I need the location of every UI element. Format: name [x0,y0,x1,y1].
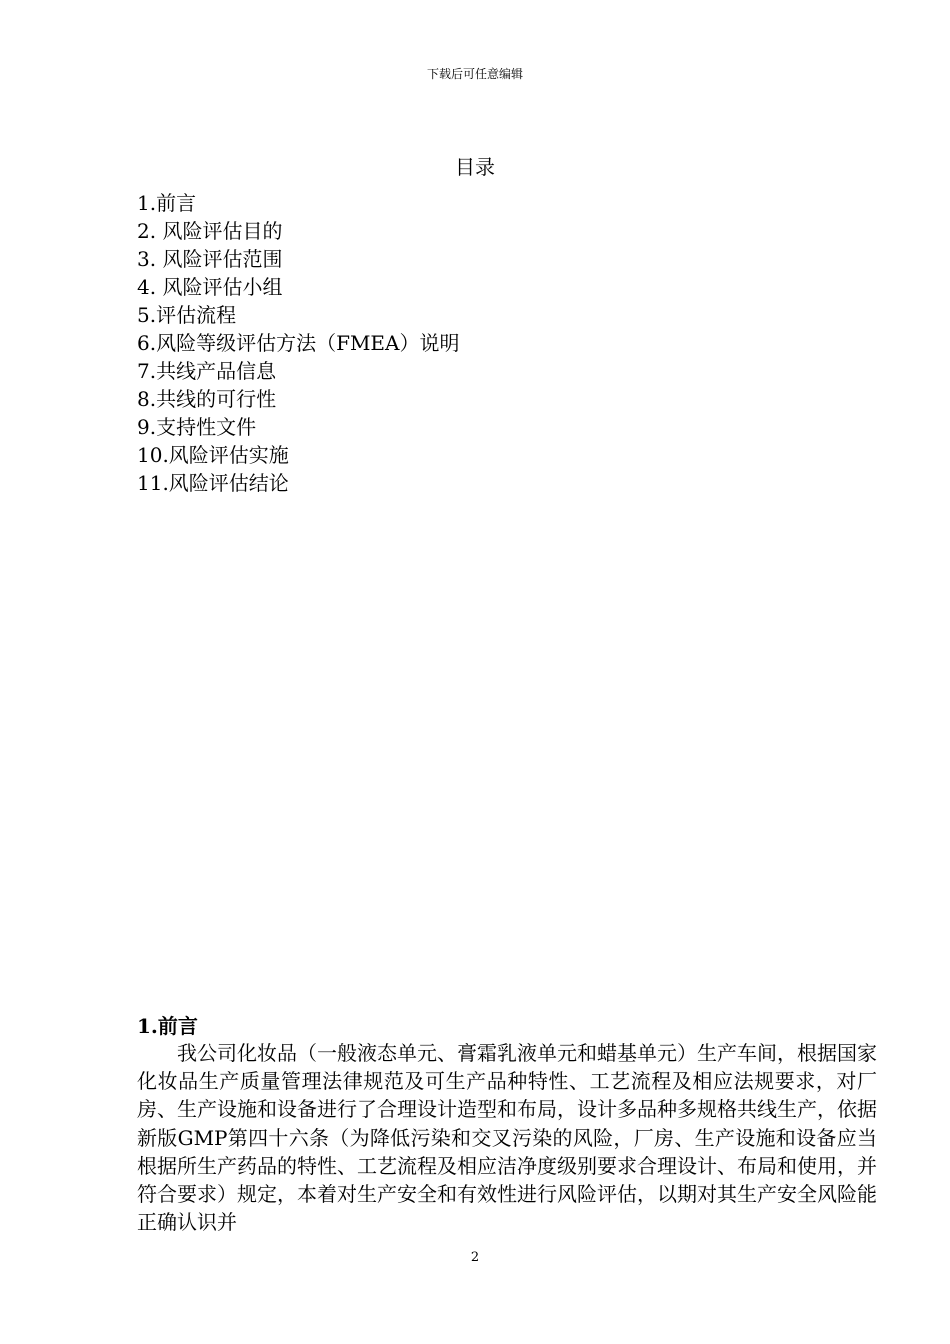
toc-item-feasibility: 8.共线的可行性 [137,387,277,411]
toc-item-fmea-method: 6.风险等级评估方法（FMEA）说明 [137,331,460,355]
preface-paragraph: 我公司化妆品（一般液态单元、膏霜乳液单元和蜡基单元）生产车间，根据国家化妆品生产质量管理法律规范及可生产品种特性、工艺流程及相应法规要求，对厂房、生产设施和设备进行了合理设计造型和布局，设计多品种多规格共线生产，依据新版GMP第四十六条（为降低污染和交叉污染的风险，厂房、生产设施和设备应当根据所生产药品的特性、工艺流程及相应洁净度级别要求合理设计、布局和使用，并符合要求）规定，本着对生产安全和有效性进行风险评估，以期对其生产安全风险能正确认识并 [137,1041,877,1235]
toc-item-implementation: 10.风险评估实施 [137,443,289,467]
toc-item-preface: 1.前言 [137,191,197,215]
toc-item-process: 5.评估流程 [137,303,237,327]
toc-list [137,189,459,497]
page-header-note: 下载后可任意编辑 [426,67,523,81]
toc-item-scope: 3. 风险评估范围 [137,247,283,271]
toc-item-purpose: 2. 风险评估目的 [137,219,283,243]
section-heading-preface: 1.前言 [137,1014,198,1038]
toc-item-team: 4. 风险评估小组 [137,275,283,299]
toc-title: 目录 [455,155,495,179]
toc-item-supporting-docs: 9.支持性文件 [137,415,257,439]
toc-item-conclusion: 11.风险评估结论 [137,471,289,495]
page-number: 2 [470,1250,480,1265]
toc-item-product-info: 7.共线产品信息 [137,359,277,383]
